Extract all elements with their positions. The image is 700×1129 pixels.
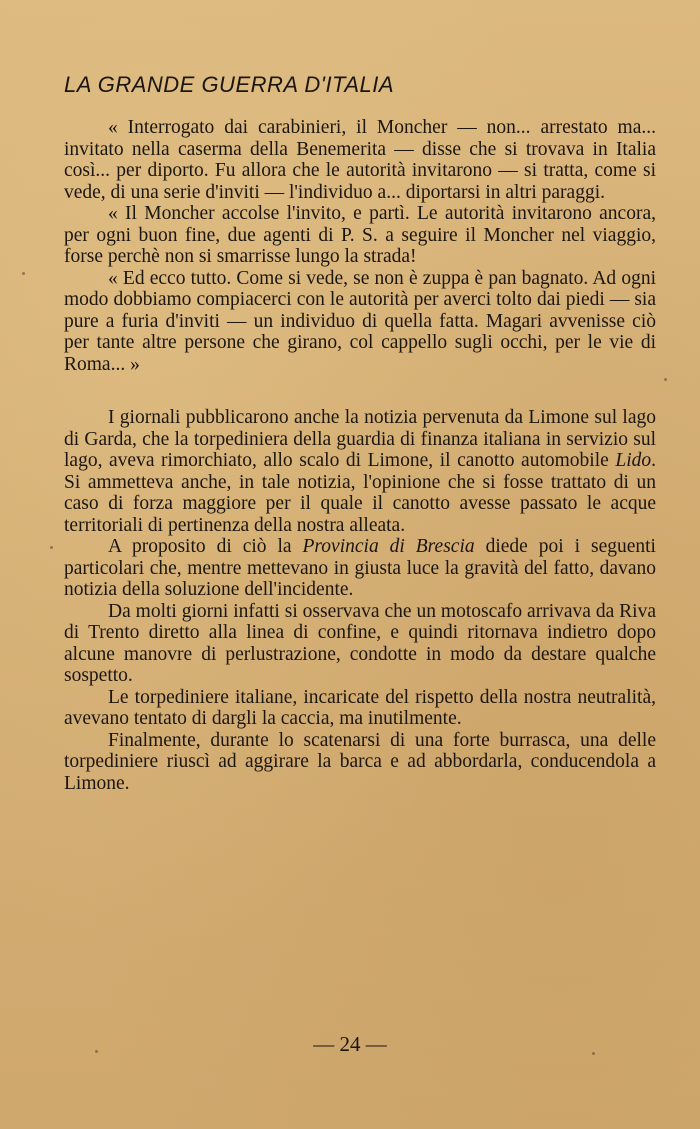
body-paragraph [64, 536, 656, 601]
text-run: . Si ammetteva anche, in tale notizia, l'opinione che si fosse trattato di un caso di forza maggiore per il quale il canotto avesse passato le acque territoriali di pertinenza della nostra alleata. [64, 450, 656, 536]
body-paragraph [64, 687, 656, 730]
quote-paragraph: « Il Moncher accolse l'invito, e partì. Le autorità invitarono ancora, per ogni buon fine, due agenti di P. S. a seguire il Moncher nel viaggio, forse perchè non si smarrisse lungo la strada! [64, 203, 656, 267]
quote-paragraph: « Interrogato dai carabinieri, il Moncher — non... arrestato ma... invitato nella caserma della Benemerita — disse che si trovava in Italia così... per diporto. Fu allora che le autorità invitarono — si tratta, come si vede, di una serie d'inviti — l'individuo a... diportarsi in altri paraggi. [64, 117, 656, 203]
body-paragraph [64, 601, 656, 687]
body-paragraph [64, 730, 656, 795]
body-text [64, 117, 656, 794]
text-run: Da molti giorni infatti si osservava che un motoscafo arrivava da Riva di Trento diretto alla linea di confine, e quindi ritornava indietro dopo alcune manovre di perlustrazione, condotte in modo da destare qualche sospetto. [64, 600, 656, 686]
italic-title: Lido [615, 450, 652, 471]
paper-speck [664, 378, 667, 381]
quote-paragraph: « Ed ecco tutto. Come si vede, se non è zuppa è pan bagnato. Ad ogni modo dobbiamo compiacerci con le autorità per averci tolto dai piedi — sia pure a furia d'inviti — un individuo di quella fatta. Magari avvenisse ciò per tante altre persone che girano, col cappello sugli occhi, per le vie di Roma... » [64, 267, 656, 375]
text-run: Le torpediniere italiane, incaricate del rispetto della nostra neutralità, avevano tentato di dargli la caccia, ma inutilmente. [64, 686, 656, 729]
text-run: I giornali pubblicarono anche la notizia pervenuta da Limone sul lago di Garda, che la torpediniera della guardia di finanza italiana in servizio sul lago, aveva rimorchiato, allo scalo di Limone, il canotto automobile [64, 407, 656, 471]
paper-speck [95, 1050, 98, 1053]
body-paragraph [64, 407, 656, 536]
paper-speck [50, 546, 53, 549]
text-run: diede poi i seguenti particolari che, mentre mettevano in giusta luce la gravità del fatto, davano notizia della soluzione dell'incidente. [64, 536, 656, 600]
paper-speck [22, 272, 25, 275]
paper-speck [592, 1052, 595, 1055]
page-number: — 24 — [313, 1032, 387, 1056]
italic-title: Provincia di Brescia [302, 536, 475, 557]
running-head: LA GRANDE GUERRA D'ITALIA [64, 72, 395, 97]
text-run: Finalmente, durante lo scatenarsi di una forte burrasca, una delle torpediniere riuscì ad aggirare la barca e ad abbordarla, conducendola a Limone. [64, 729, 656, 794]
text-run: A proposito di ciò la [108, 536, 303, 557]
paragraph-gap [64, 375, 656, 407]
